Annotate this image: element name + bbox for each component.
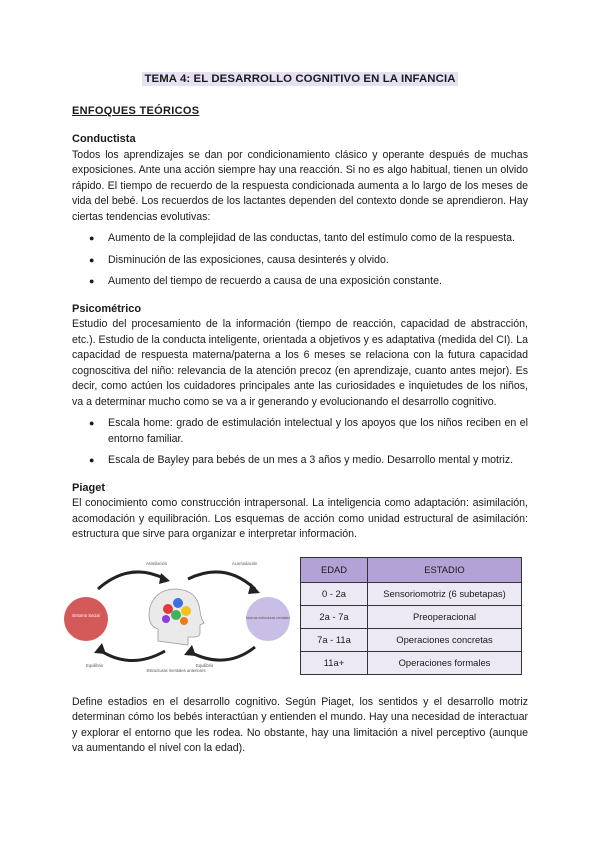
cell-stage: Sensoriomotriz (6 subetapas) xyxy=(368,582,522,605)
list-item-text: Disminución de las exposiciones, causa desinterés y olvido. xyxy=(108,253,389,266)
table-header-row xyxy=(301,557,522,582)
heading-piaget: Piaget xyxy=(72,481,106,494)
table-row xyxy=(301,628,522,651)
cell-stage: Operaciones formales xyxy=(368,651,522,674)
stages-table xyxy=(300,557,522,675)
arrow-top-left xyxy=(98,571,165,588)
list-item-text: Aumento del tiempo de recuerdo a causa de una exposición constante. xyxy=(108,275,442,287)
list-item xyxy=(72,274,528,290)
list-item xyxy=(72,231,528,247)
section-heading: ENFOQUES TEÓRICOS xyxy=(72,105,200,117)
table-row xyxy=(301,582,522,605)
table-row xyxy=(301,651,522,674)
bullet-icon: ● xyxy=(89,233,95,243)
cell-stage: Operaciones concretas xyxy=(368,628,522,651)
arrow-bottom-left xyxy=(98,649,165,661)
heading-conductista: Conductista xyxy=(72,133,136,145)
title-wrap xyxy=(72,69,528,87)
node-right-label: Nuevas estructuras mentales xyxy=(246,615,290,620)
bullet-icon: ● xyxy=(89,276,95,286)
label-equilibrio-right: Equilibrio xyxy=(196,662,214,668)
arrowhead-bottom-right xyxy=(184,645,196,656)
list-item xyxy=(72,416,528,447)
document-page xyxy=(72,62,528,757)
label-acomodacion: Acomodación xyxy=(232,560,258,566)
list-item-text: Escala home: grado de estimulación intelectual y los apoyos que los niños reciben en el entorno familiar. xyxy=(108,417,528,445)
header-estadio: ESTADIO xyxy=(368,557,522,582)
cell-age: 7a - 11a xyxy=(301,628,368,651)
bullet-list-conductista xyxy=(72,231,528,290)
page-title: TEMA 4: EL DESARROLLO COGNITIVO EN LA INFANCIA xyxy=(144,73,456,85)
list-item xyxy=(72,253,528,269)
head-icon xyxy=(149,589,204,645)
list-item-text: Aumento de la complejidad de las conductas, tanto del estímulo como de la respuesta. xyxy=(108,232,515,244)
list-item-text: Escala de Bayley para bebés de un mes a 3 años y medio. Desarrollo mental y motriz. xyxy=(108,454,514,466)
node-left-label: Entorno Social xyxy=(72,612,100,618)
label-estructuras-anteriores: Estructuras mentales anteriores xyxy=(146,667,206,673)
table-row xyxy=(301,605,522,628)
paragraph-piaget: El conocimiento como construcción intrapersonal. La inteligencia como adaptación: asimilación, acomodación y equilibración. Los esquemas de acción como unidad estructural de asimilación: estructura que sirve para organizar e interpretar información. xyxy=(72,497,528,540)
heading-psicometrico: Psicométrico xyxy=(72,302,142,315)
cell-age: 0 - 2a xyxy=(301,582,368,605)
bullet-list-psicometrico xyxy=(72,416,528,469)
label-asimilacion: Asimilación xyxy=(146,560,168,566)
arrow-bottom-right xyxy=(188,647,255,660)
arrow-top-right xyxy=(188,571,255,588)
node-entorno-social xyxy=(64,597,108,641)
arrowhead-bottom-left xyxy=(94,643,106,654)
figure-row xyxy=(72,557,528,685)
label-equilibrio-left: Equilibrio xyxy=(86,662,104,668)
bullet-icon: ● xyxy=(89,254,95,265)
header-edad: EDAD xyxy=(301,557,368,582)
bullet-icon: ● xyxy=(89,455,95,465)
bullet-icon: ● xyxy=(89,418,95,428)
cell-age: 11a+ xyxy=(301,651,368,674)
cell-stage: Preoperacional xyxy=(368,605,522,628)
list-item xyxy=(72,453,528,469)
arrowhead-top-left xyxy=(159,573,170,584)
paragraph-psicometrico: Estudio del procesamiento de la información (tiempo de reacción, capacidad de abstracción, etc.). Estudio de la conducta inteligente, orientada a objetivos y es adaptativa (medida del CI). La capacidad de respuesta materna/paterna a los 6 meses se relaciona con la futura capacidad cognoscitiva del niño: relevancia de la atención precoz (en aprendizaje, cuanto antes mejor). Es decir, como actúen los cuidadores principales ante las curiosidades e inquietudes de los niños, va a determinar mucho como se va a ir generando y evolucionando el desarrollo cognitivo. xyxy=(72,318,528,408)
adaptation-diagram xyxy=(60,559,292,677)
paragraph-conductista: Todos los aprendizajes se dan por condicionamiento clásico y operante después de muchas exposiciones. Ante una acción siempre hay una reacción. Si no es algo habitual, tienen un olvido rápido. El tiempo de recuerdo de la respuesta condicionada aumenta a lo largo de los meses de vida del bebé. Los recuerdos de los lactantes dependen del contexto donde se aprendieron. Hay ciertas tendencias evolutivas: xyxy=(72,148,528,223)
paragraph-piaget-closing: Define estadios en el desarrollo cognitivo. Según Piaget, los sentidos y el desarrollo motriz determinan cómo los bebés interactúan y entienden el mundo. Hay una necesidad de interactuar y explorar el entorno que les rodea. No obstante, hay una limitación a nivel perceptivo (aunque va aumentando el nivel con la edad). xyxy=(72,695,528,754)
cell-age: 2a - 7a xyxy=(301,605,368,628)
